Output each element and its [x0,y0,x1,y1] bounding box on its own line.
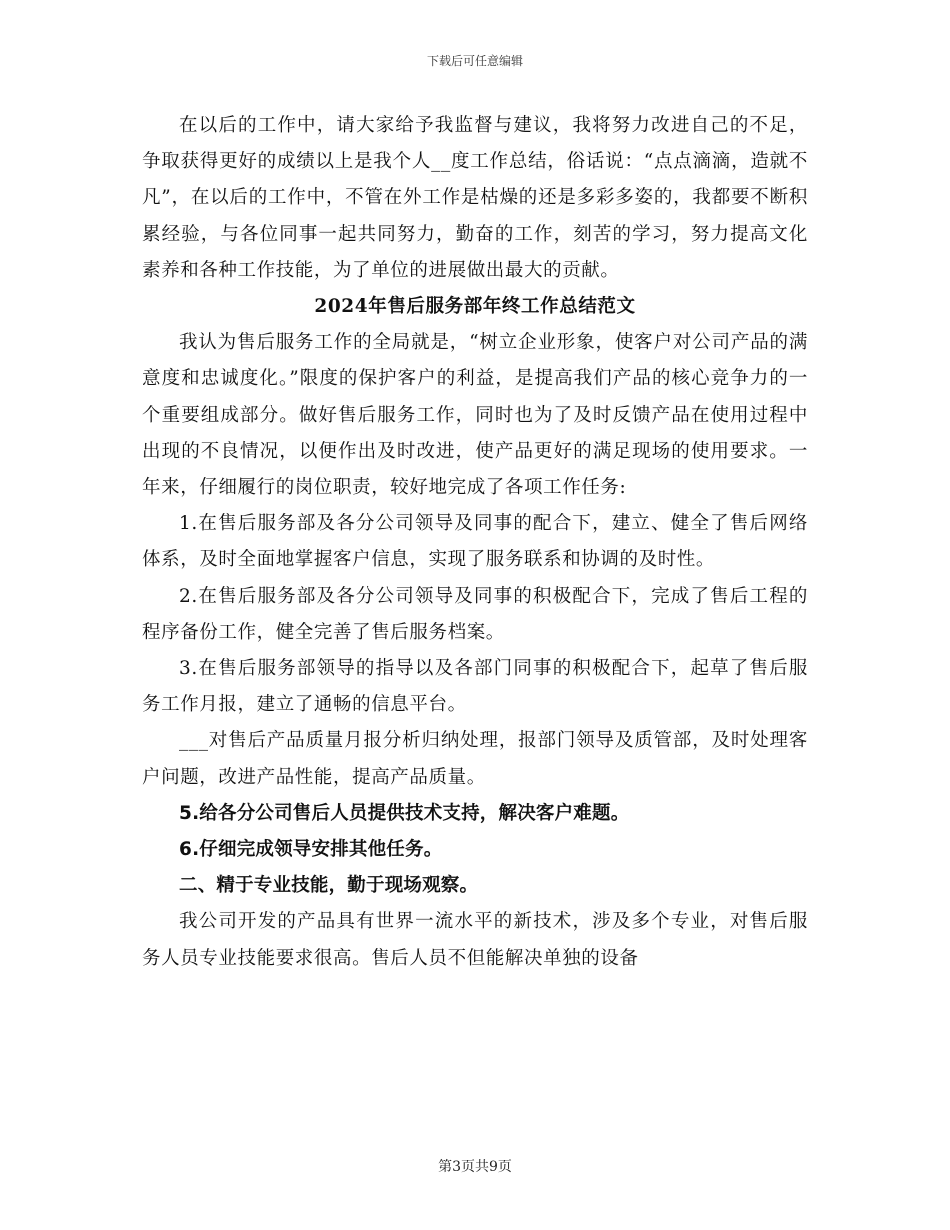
list-item-2: 2.在售后服务部及各分公司领导及同事的积极配合下，完成了售后工程的程序备份工作，健全完善了售后服务档案。 [142,585,808,643]
document-body [142,108,808,977]
page-header-note: 下载后可任意编辑 [426,54,523,68]
list-item-5: 5.给各分公司售后人员提供技术支持，解决客户难题。 [179,802,630,824]
page-number-footer: 第3页共9页 [438,1159,512,1175]
list-item-1: 1.在售后服务部及各分公司领导及同事的配合下，建立、健全了售后网络体系，及时全面地掌握客户信息，实现了服务联系和协调的及时性。 [142,513,808,571]
list-item-3: 3.在售后服务部领导的指导以及各部门同事的积极配合下，起草了售后服务工作月报，建立了通畅的信息平台。 [142,658,808,716]
list-item-4: ___对售后产品质量月报分析归纳处理，报部门领导及质管部，及时处理客户问题，改进产品性能，提高产品质量。 [142,730,808,788]
body-paragraph-1: 我认为售后服务工作的全局就是，“树立企业形象，使客户对公司产品的满意度和忠诚度化。”限度的保护客户的利益，是提高我们产品的核心竞争力的一个重要组成部分。做好售后服务工作，同时也为了及时反馈产品在使用过程中出现的不良情况，以便作出及时改进，使产品更好的满足现场的使用要求。一年来，仔细履行的岗位职责，较好地完成了各项工作任务: [142,332,808,499]
section-heading-2: 二、精于专业技能，勤于现场观察。 [179,875,479,897]
document-title: 2024年售后服务部年终工作总结范文 [314,296,636,318]
intro-paragraph: 在以后的工作中，请大家给予我监督与建议，我将努力改进自己的不足，争取获得更好的成绩以上是我个人__度工作总结，俗话说：“点点滴滴，造就不凡”，在以后的工作中，不管在外工作是枯燥的还是多彩多姿的，我都要不断积累经验，与各位同事一起共同努力，勤奋的工作，刻苦的学习，努力提高文化素养和各种工作技能，为了单位的进展做出最大的贡献。 [142,115,808,281]
list-item-6: 6.仔细完成领导安排其他任务。 [179,839,443,861]
body-paragraph-2: 我公司开发的产品具有世界一流水平的新技术，涉及多个专业，对售后服务人员专业技能要求很高。售后人员不但能解决单独的设备 [142,911,808,969]
